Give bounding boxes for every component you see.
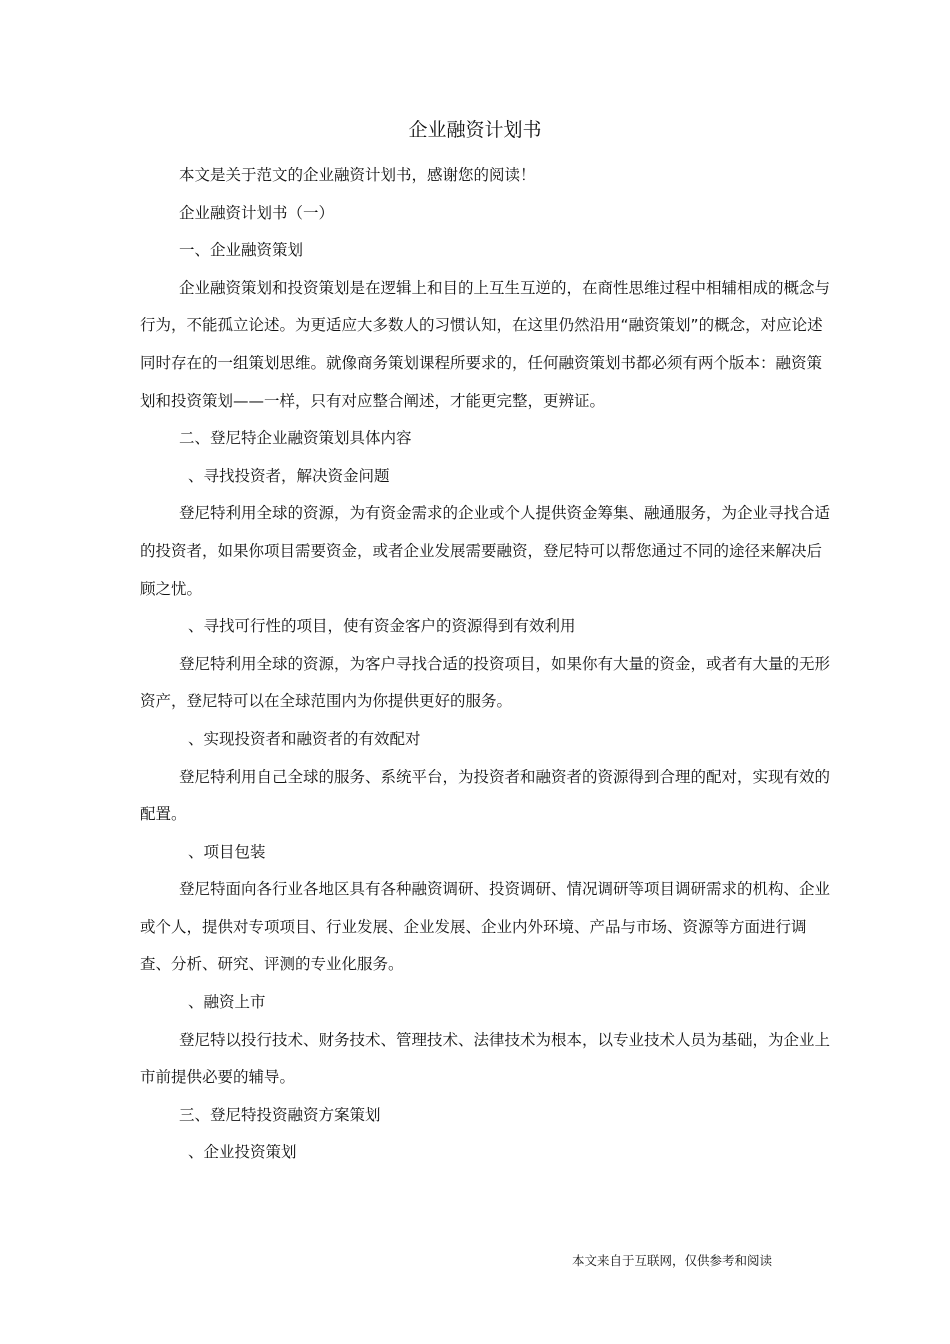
body-paragraph: 登尼特利用自己全球的服务、系统平台，为投资者和融资者的资源得到合理的配对，实现有效的配置。 (140, 767, 831, 824)
section-heading: 一、企业融资策划 (179, 241, 304, 260)
section-heading: 二、登尼特企业融资策划具体内容 (179, 429, 412, 448)
body-paragraph: 登尼特利用全球的资源，为客户寻找合适的投资项目，如果你有大量的资金，或者有大量的无形资产，登尼特可以在全球范围内为你提供更好的服务。 (140, 654, 831, 711)
subsection-heading: 、融资上市 (188, 993, 266, 1012)
subsection-heading: 、实现投资者和融资者的有效配对 (188, 729, 421, 748)
subsection-heading: 、寻找可行性的项目，使有资金客户的资源得到有效利用 (188, 617, 576, 636)
body-paragraph: 登尼特面向各行业各地区具有各种融资调研、投资调研、情况调研等项目调研需求的机构、企业或个人，提供对专项项目、行业发展、企业发展、企业内外环境、产品与市场、资源等方面进行调查、分析、研究、评测的专业化服务。 (140, 880, 831, 974)
subsection-heading: 、项目包装 (188, 842, 266, 861)
section-heading: 三、登尼特投资融资方案策划 (179, 1105, 381, 1124)
subsection-heading: 、企业投资策划 (188, 1143, 297, 1162)
intro-paragraph: 本文是关于范文的企业融资计划书，感谢您的阅读！ (179, 166, 536, 184)
footer-note: 本文来自于互联网，仅供参考和阅读 (572, 1253, 773, 1268)
body-paragraph: 企业融资策划和投资策划是在逻辑上和目的上互生互逆的，在商性思维过程中相辅相成的概念与行为，不能孤立论述。为更适应大多数人的习惯认知，在这里仍然沿用“融资策划”的概念，对应论述同时存在的一组策划思维。就像商务策划课程所要求的，任何融资策划书都必须有两个版本：融资策划和投资策划——一样，只有对应整合阐述，才能更完整，更辨证。 (140, 278, 831, 410)
document-title: 企业融资计划书 (408, 119, 542, 141)
document-body (140, 157, 834, 1172)
subsection-heading: 、寻找投资者，解决资金问题 (188, 466, 390, 485)
body-paragraph: 登尼特以投行技术、财务技术、管理技术、法律技术为根本，以专业技术人员为基础，为企业上市前提供必要的辅导。 (140, 1030, 831, 1087)
section-title: 企业融资计划书（一） (179, 203, 335, 222)
body-paragraph: 登尼特利用全球的资源，为有资金需求的企业或个人提供资金筹集、融通服务，为企业寻找合适的投资者，如果你项目需要资金，或者企业发展需要融资，登尼特可以帮您通过不同的途径来解决后顾之忧。 (140, 504, 831, 598)
